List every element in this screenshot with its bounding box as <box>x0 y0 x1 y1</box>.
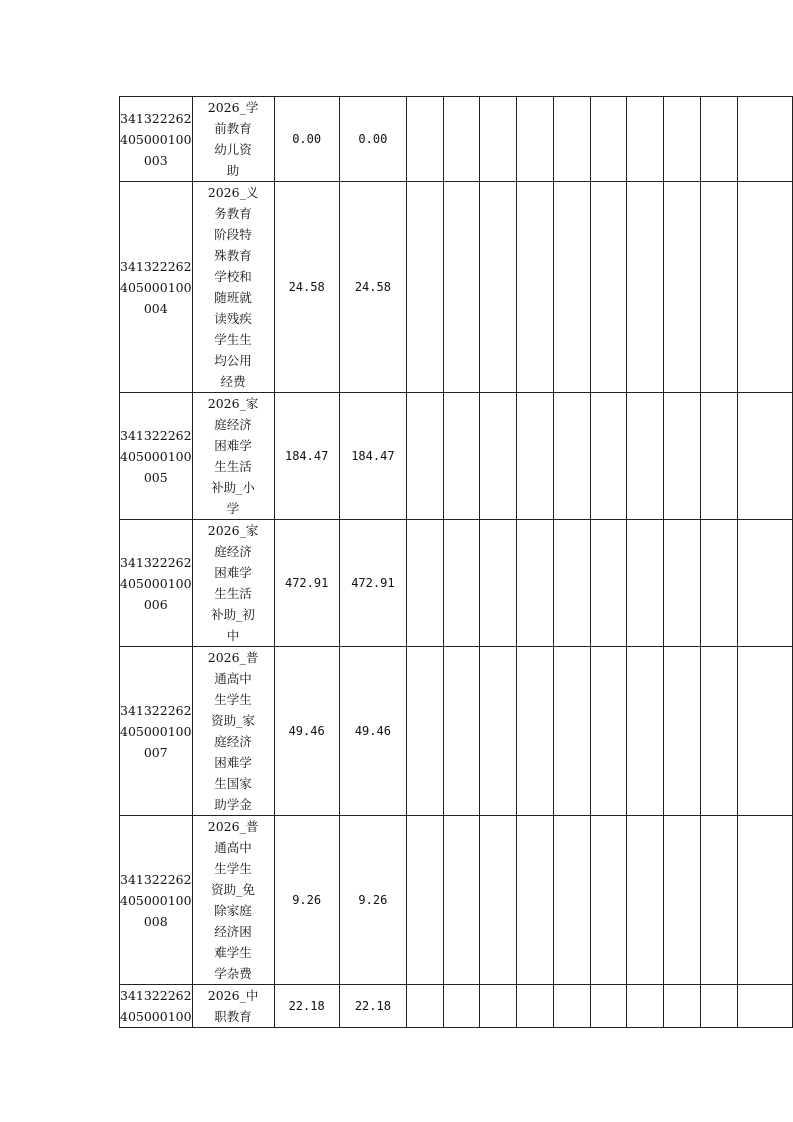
subtotal-amount-cell: 472.91 <box>339 520 406 647</box>
empty-cell <box>406 97 443 182</box>
item-name-line: 生国家 <box>214 776 252 791</box>
empty-cell <box>553 520 590 647</box>
item-name-line: 困难学 <box>214 438 252 453</box>
item-code-cell <box>120 97 193 182</box>
item-code-cell <box>120 647 193 816</box>
item-code-line: 405000100 <box>120 723 192 739</box>
item-name-cell <box>192 182 274 393</box>
item-code-line: 405000100 <box>120 131 192 147</box>
empty-cell <box>517 985 554 1028</box>
empty-cell <box>590 520 627 647</box>
empty-cell <box>590 985 627 1028</box>
item-name-cell <box>192 647 274 816</box>
empty-cell <box>664 393 701 520</box>
subtotal-amount-cell: 184.47 <box>339 393 406 520</box>
item-name-cell <box>192 816 274 985</box>
item-name-line: 除家庭 <box>214 903 252 918</box>
empty-cell <box>664 647 701 816</box>
empty-cell <box>443 647 480 816</box>
item-name-line: 生学生 <box>214 861 252 876</box>
item-name-line: 学 <box>226 501 240 516</box>
empty-cell <box>517 97 554 182</box>
item-name-line: 通高中 <box>214 671 252 686</box>
empty-cell <box>590 97 627 182</box>
item-name-line: 2026_家 <box>207 396 259 411</box>
item-code-line: 341322262 <box>120 988 192 1003</box>
item-code-line: 341322262 <box>120 427 192 443</box>
item-name-line: 学生生 <box>214 332 252 347</box>
empty-cell <box>700 97 737 182</box>
empty-cell <box>517 816 554 985</box>
item-code-line: 003 <box>143 152 168 168</box>
item-name-line: 助学金 <box>214 797 252 812</box>
item-code-line: 341322262 <box>120 554 192 570</box>
item-code-line: 008 <box>143 913 168 929</box>
empty-cell <box>737 985 792 1028</box>
empty-cell <box>627 393 664 520</box>
empty-cell <box>443 520 480 647</box>
empty-cell <box>480 182 517 393</box>
item-name-line: 生生活 <box>214 459 252 474</box>
item-name-cell <box>192 520 274 647</box>
item-code-line: 007 <box>143 744 168 760</box>
item-name-line: 2026_普 <box>207 650 259 665</box>
empty-cell <box>480 816 517 985</box>
empty-cell <box>406 182 443 393</box>
item-name-line: 庭经济 <box>214 544 252 559</box>
item-code-line: 405000100 <box>120 1009 192 1024</box>
empty-cell <box>737 520 792 647</box>
item-name-line: 随班就 <box>214 290 252 305</box>
empty-cell <box>553 97 590 182</box>
total-amount-cell: 24.58 <box>274 182 339 393</box>
empty-cell <box>443 985 480 1028</box>
item-name-line: 困难学 <box>214 755 252 770</box>
item-name-line: 生生活 <box>214 586 252 601</box>
total-amount-cell: 22.18 <box>274 985 339 1028</box>
empty-cell <box>627 97 664 182</box>
item-name-line: 阶段特 <box>214 227 252 242</box>
empty-cell <box>627 520 664 647</box>
empty-cell <box>664 520 701 647</box>
empty-cell <box>553 985 590 1028</box>
empty-cell <box>406 816 443 985</box>
empty-cell <box>700 520 737 647</box>
table-row <box>120 520 793 647</box>
item-name-line: 困难学 <box>214 565 252 580</box>
total-amount-cell: 49.46 <box>274 647 339 816</box>
item-name-line: 均公用 <box>214 353 252 368</box>
empty-cell <box>737 816 792 985</box>
empty-cell <box>553 182 590 393</box>
empty-cell <box>664 97 701 182</box>
item-code-line: 405000100 <box>120 892 192 908</box>
empty-cell <box>590 182 627 393</box>
empty-cell <box>627 647 664 816</box>
empty-cell <box>700 816 737 985</box>
item-name-line: 经费 <box>220 374 246 389</box>
item-name-line: 庭经济 <box>214 417 252 432</box>
empty-cell <box>480 393 517 520</box>
subtotal-amount-cell: 0.00 <box>339 97 406 182</box>
empty-cell <box>737 97 792 182</box>
empty-cell <box>443 393 480 520</box>
empty-cell <box>700 647 737 816</box>
empty-cell <box>700 985 737 1028</box>
empty-cell <box>517 520 554 647</box>
empty-cell <box>737 182 792 393</box>
empty-cell <box>517 647 554 816</box>
subtotal-amount-cell: 24.58 <box>339 182 406 393</box>
item-name-line: 殊教育 <box>214 248 252 263</box>
item-name-line: 幼儿资 <box>214 142 252 157</box>
empty-cell <box>443 816 480 985</box>
table-row <box>120 816 793 985</box>
item-name-line: 中 <box>226 628 240 643</box>
empty-cell <box>443 97 480 182</box>
table-row <box>120 985 793 1028</box>
item-name-line: 读残疾 <box>214 311 252 326</box>
empty-cell <box>700 182 737 393</box>
item-code-cell <box>120 182 193 393</box>
empty-cell <box>590 816 627 985</box>
table-row <box>120 97 793 182</box>
item-name-line: 2026_学 <box>207 100 259 115</box>
item-name-line: 补助_初 <box>211 607 255 622</box>
item-code-line: 341322262 <box>120 871 192 887</box>
item-code-line: 341322262 <box>120 258 192 274</box>
item-code-line: 405000100 <box>120 448 192 464</box>
empty-cell <box>443 182 480 393</box>
item-name-line: 务教育 <box>214 206 252 221</box>
empty-cell <box>480 647 517 816</box>
empty-cell <box>406 647 443 816</box>
budget-table <box>119 96 793 1028</box>
table-row <box>120 647 793 816</box>
item-code-line: 341322262 <box>120 702 192 718</box>
item-code-line: 405000100 <box>120 575 192 591</box>
item-name-line: 学杂费 <box>214 966 252 981</box>
total-amount-cell: 0.00 <box>274 97 339 182</box>
empty-cell <box>737 647 792 816</box>
item-name-line: 2026_家 <box>207 523 259 538</box>
item-code-line: 006 <box>143 596 168 612</box>
empty-cell <box>553 816 590 985</box>
item-name-line: 补助_小 <box>211 480 255 495</box>
empty-cell <box>627 816 664 985</box>
subtotal-amount-cell: 22.18 <box>339 985 406 1028</box>
empty-cell <box>406 985 443 1028</box>
empty-cell <box>553 647 590 816</box>
item-name-line: 学校和 <box>214 269 252 284</box>
item-code-line: 341322262 <box>120 110 192 126</box>
empty-cell <box>590 393 627 520</box>
item-code-cell <box>120 393 193 520</box>
item-name-line: 前教育 <box>214 121 252 136</box>
item-code-line: 405000100 <box>120 279 192 295</box>
empty-cell <box>627 985 664 1028</box>
item-name-line: 助 <box>226 163 240 178</box>
empty-cell <box>627 182 664 393</box>
total-amount-cell: 472.91 <box>274 520 339 647</box>
item-name-cell <box>192 985 274 1028</box>
item-code-cell <box>120 520 193 647</box>
empty-cell <box>517 393 554 520</box>
empty-cell <box>406 393 443 520</box>
empty-cell <box>480 97 517 182</box>
empty-cell <box>480 985 517 1028</box>
total-amount-cell: 9.26 <box>274 816 339 985</box>
empty-cell <box>664 985 701 1028</box>
item-name-line: 资助_免 <box>211 882 255 897</box>
item-code-line: 004 <box>143 300 168 316</box>
subtotal-amount-cell: 9.26 <box>339 816 406 985</box>
item-name-line: 生学生 <box>214 692 252 707</box>
empty-cell <box>517 182 554 393</box>
item-code-cell <box>120 985 193 1028</box>
item-name-cell <box>192 393 274 520</box>
item-name-line: 难学生 <box>214 945 252 960</box>
item-name-line: 经济困 <box>214 924 252 939</box>
empty-cell <box>700 393 737 520</box>
item-code-cell <box>120 816 193 985</box>
item-name-line: 2026_普 <box>207 819 259 834</box>
item-name-line: 2026_义 <box>207 185 259 200</box>
empty-cell <box>480 520 517 647</box>
table-row <box>120 393 793 520</box>
item-name-line: 2026_中 <box>207 988 259 1003</box>
empty-cell <box>737 393 792 520</box>
item-name-line: 职教育 <box>214 1009 252 1024</box>
item-code-line: 005 <box>143 469 168 485</box>
empty-cell <box>664 816 701 985</box>
empty-cell <box>590 647 627 816</box>
subtotal-amount-cell: 49.46 <box>339 647 406 816</box>
table-row <box>120 182 793 393</box>
item-name-cell <box>192 97 274 182</box>
item-name-line: 庭经济 <box>214 734 252 749</box>
empty-cell <box>406 520 443 647</box>
empty-cell <box>664 182 701 393</box>
item-name-line: 通高中 <box>214 840 252 855</box>
total-amount-cell: 184.47 <box>274 393 339 520</box>
item-name-line: 资助_家 <box>211 713 255 728</box>
empty-cell <box>553 393 590 520</box>
